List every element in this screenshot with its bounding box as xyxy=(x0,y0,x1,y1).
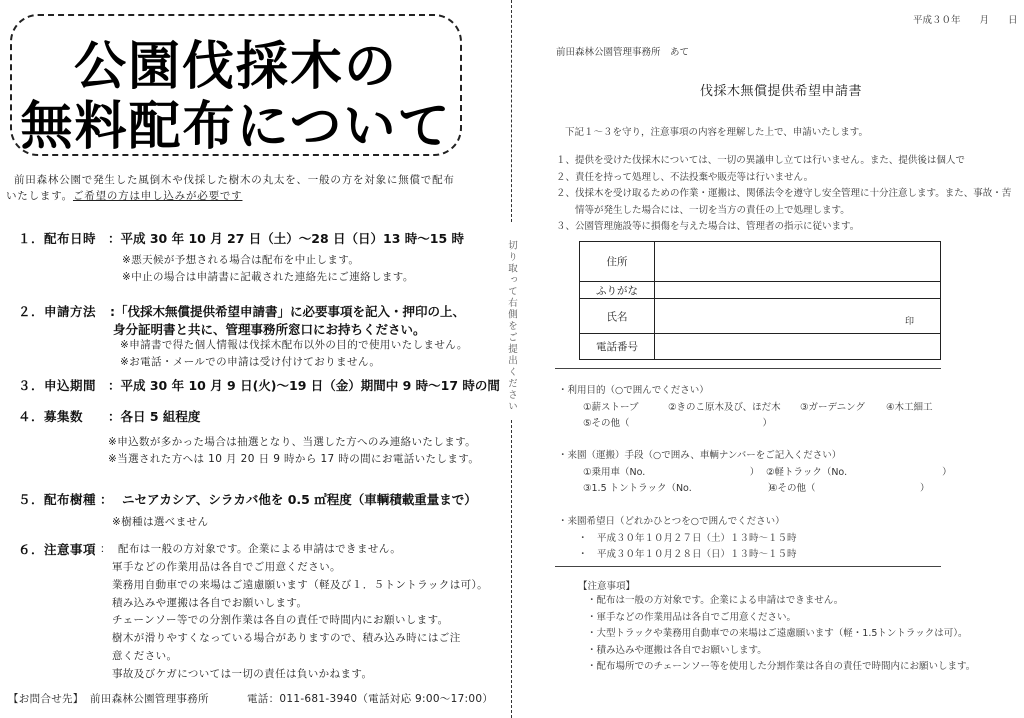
form-term: 情等が発生した場合には、一切を当方の責任の上で処理します。 xyxy=(556,204,850,216)
separator-1 xyxy=(555,368,941,369)
purpose-option-4[interactable]: ④木工細工 xyxy=(886,402,933,413)
section-2-body-2: 身分証明書と共に、管理事務所窓口にお持ちください。 xyxy=(113,322,426,337)
intro-line2 xyxy=(6,188,242,203)
section-6-item: 樹木が滑りやすくなっている場合がありますので、積み込み時にはご注 xyxy=(112,632,461,645)
furigana-label: ふりがな xyxy=(580,282,655,299)
form-title: 伐採木無償提供希望申請書 xyxy=(700,84,863,99)
intro-line1: 前田森林公園で発生した風倒木や伐採した樹木の丸太を、一般の方を対象に無償で配布 xyxy=(14,174,455,186)
contact-office: 前田森林公園管理事務所 xyxy=(90,693,209,705)
caution-item: ・配布場所でのチェーンソー等を使用した分割作業は各自の責任で時間内にお願いします。 xyxy=(587,661,976,672)
transport-option-2[interactable]: ②軽トラック（No. ） xyxy=(766,467,952,478)
section-6-item: 事故及びケガについては一切の責任は負いかねます。 xyxy=(112,667,373,680)
name-field[interactable] xyxy=(655,299,941,334)
transport-option-4[interactable]: ④その他（ ） xyxy=(769,483,930,494)
form-term: ２、責任を持って処理し、不法投棄や販売等は行いません。 xyxy=(556,171,814,183)
applicant-info-table xyxy=(579,241,941,360)
section-6-item: チェーンソー等での分割作業は各自の責任で時間内にお願いします。 xyxy=(112,614,449,627)
address-label: 住所 xyxy=(580,242,655,282)
section-6-colon: ： xyxy=(100,543,111,555)
section-5-heading: ５．配布樹種 xyxy=(18,492,97,507)
section-6-list xyxy=(112,559,488,684)
form-term: １、提供を受けた伐採木については、一切の異議申し立ては行いません。また、提供後は個人で xyxy=(556,155,965,166)
cut-line-top xyxy=(511,0,512,222)
phone-label: 電話番号 xyxy=(580,334,655,360)
section-1-note-1: ※悪天候が予想される場合は配布を中止します。 xyxy=(122,254,360,266)
section-6-item: 積み込みや運搬は各自でお願いします。 xyxy=(112,596,308,609)
section-6-item: 軍手などの作業用品は各自でご用意ください。 xyxy=(112,561,341,573)
section-6-heading: ６．注意事項 xyxy=(18,542,97,557)
furigana-field[interactable] xyxy=(655,282,941,299)
section-3-heading: ３．申込期間 xyxy=(18,378,97,393)
purpose-option-3[interactable]: ③ガーデニング xyxy=(800,402,865,413)
date-choice-heading: ・来園希望日（どれかひとつを○で囲んでください） xyxy=(558,516,785,527)
section-5-body: ニセアカシア、シラカバ他を 0.5 ㎥程度（車輌積載重量まで） xyxy=(122,492,477,507)
cut-instruction: 切り取って右側をご提出ください xyxy=(506,240,517,413)
form-term: ２、伐採木を受け取るための作業・運搬は、関係法令を遵守し安全管理に十分注意します。また、事故・苦 xyxy=(556,188,1012,199)
date-choice-option-1[interactable]: ・ 平成３０年１０月２７日（土）１３時～１５時 xyxy=(578,533,797,544)
section-2-note-1: ※申請書で得た個人情報は伐採木配布以外の目的で使用いたしません。 xyxy=(120,339,468,351)
address-field[interactable] xyxy=(655,242,941,282)
phone-field[interactable] xyxy=(655,334,941,360)
section-4-note-1: ※申込数が多かった場合は抽選となり、当選した方へのみ連絡いたします。 xyxy=(108,436,477,448)
form-date: 平成３０年 月 日 xyxy=(913,15,1018,26)
form-terms xyxy=(556,153,1011,236)
notice-title-line1: 公園伐採木の xyxy=(73,37,398,97)
seal-mark: 印 xyxy=(904,317,914,327)
section-2-body: :「伐採木無償提供希望申請書」に必要事項を記入・押印の上、 xyxy=(110,304,466,319)
cut-line-bottom xyxy=(511,420,512,718)
section-4-heading: ４．募集数 xyxy=(18,409,84,424)
purpose-heading: ・利用目的（○で囲んでください） xyxy=(558,385,709,396)
section-2-note-2: ※お電話・メールでの申請は受け付けておりません。 xyxy=(120,356,381,368)
transport-option-1[interactable]: ①乗用車（No. ） xyxy=(583,467,760,478)
contact-label: 【お問合せ先】 xyxy=(8,693,84,705)
transport-option-3[interactable]: ③1.5 トントラック（No. ） xyxy=(583,483,778,494)
caution-item: ・積み込みや運搬は各自でお願いします。 xyxy=(587,644,767,656)
purpose-option-other[interactable]: ⑤その他（ ） xyxy=(583,418,773,429)
title-box xyxy=(10,14,462,156)
caution-item: ・大型トラックや業務用自動車での来場はご遠慮願います（軽・1.5トントラックは可）。 xyxy=(587,628,968,639)
section-2-heading: ２．申請方法 xyxy=(18,304,97,319)
section-6-item: 意ください。 xyxy=(112,649,178,662)
section-1-heading: １．配布日時 xyxy=(18,231,97,246)
intro-line2-plain: いたします。 xyxy=(6,190,73,202)
section-6-item: 業務用自動車での来場はご遠慮願います（軽及び１．５トントラックは可）。 xyxy=(112,578,489,591)
section-3-body: ：平成 30 年 10 月 9 日(火)～19 日（金）期間中 9 時～17 時の間 xyxy=(108,378,500,393)
section-6-body: 配布は一般の方対象です。企業による申請はできません。 xyxy=(118,543,402,555)
date-choice-option-2[interactable]: ・ 平成３０年１０月２８日（日）１３時～１５時 xyxy=(578,549,797,560)
section-4-body: ：各日 5 組程度 xyxy=(108,409,201,424)
name-label: 氏名 xyxy=(580,299,655,334)
cautions-heading: 【注意事項】 xyxy=(578,581,636,592)
section-1-body: ：平成 30 年 10 月 27 日（土）～28 日（日）13 時～15 時 xyxy=(108,231,465,246)
notice-title-line2: 無料配布について xyxy=(20,97,452,157)
section-5-note-1: ※樹種は選べません xyxy=(112,516,209,528)
contact-phone: 電話：011-681-3940（電話対応 9:00～17:00） xyxy=(247,693,494,705)
separator-2 xyxy=(555,566,941,567)
caution-item: ・配布は一般の方対象です。企業による申請はできません。 xyxy=(587,595,844,606)
intro-line2-underlined: ご希望の方は申し込みが必要です xyxy=(72,190,243,202)
section-4-note-2: ※当選された方へは 10 月 20 日 9 時から 17 時の間にお電話いたします。 xyxy=(108,453,480,465)
form-addressee: 前田森林公園管理事務所 あて xyxy=(556,47,690,58)
cautions-list xyxy=(587,593,975,676)
section-1-note-2: ※中止の場合は申請書に記載された連絡先にご連絡します。 xyxy=(122,271,414,283)
purpose-option-1[interactable]: ①薪ストーブ xyxy=(583,402,639,413)
caution-item: ・軍手などの作業用品は各自でご用意ください。 xyxy=(587,611,797,623)
form-term: ３、公園管理施設等に損傷を与えた場合は、管理者の指示に従います。 xyxy=(556,221,860,232)
transport-heading: ・来園（運搬）手段（○で囲み、車輌ナンバーをご記入ください） xyxy=(558,450,842,461)
form-pledge: 下記１～３を守り，注意事項の内容を理解した上で、申請いたします。 xyxy=(565,127,869,138)
section-5-colon: ： xyxy=(100,492,113,507)
purpose-option-2[interactable]: ②きのこ原木及び、ほだ木 xyxy=(668,402,781,413)
